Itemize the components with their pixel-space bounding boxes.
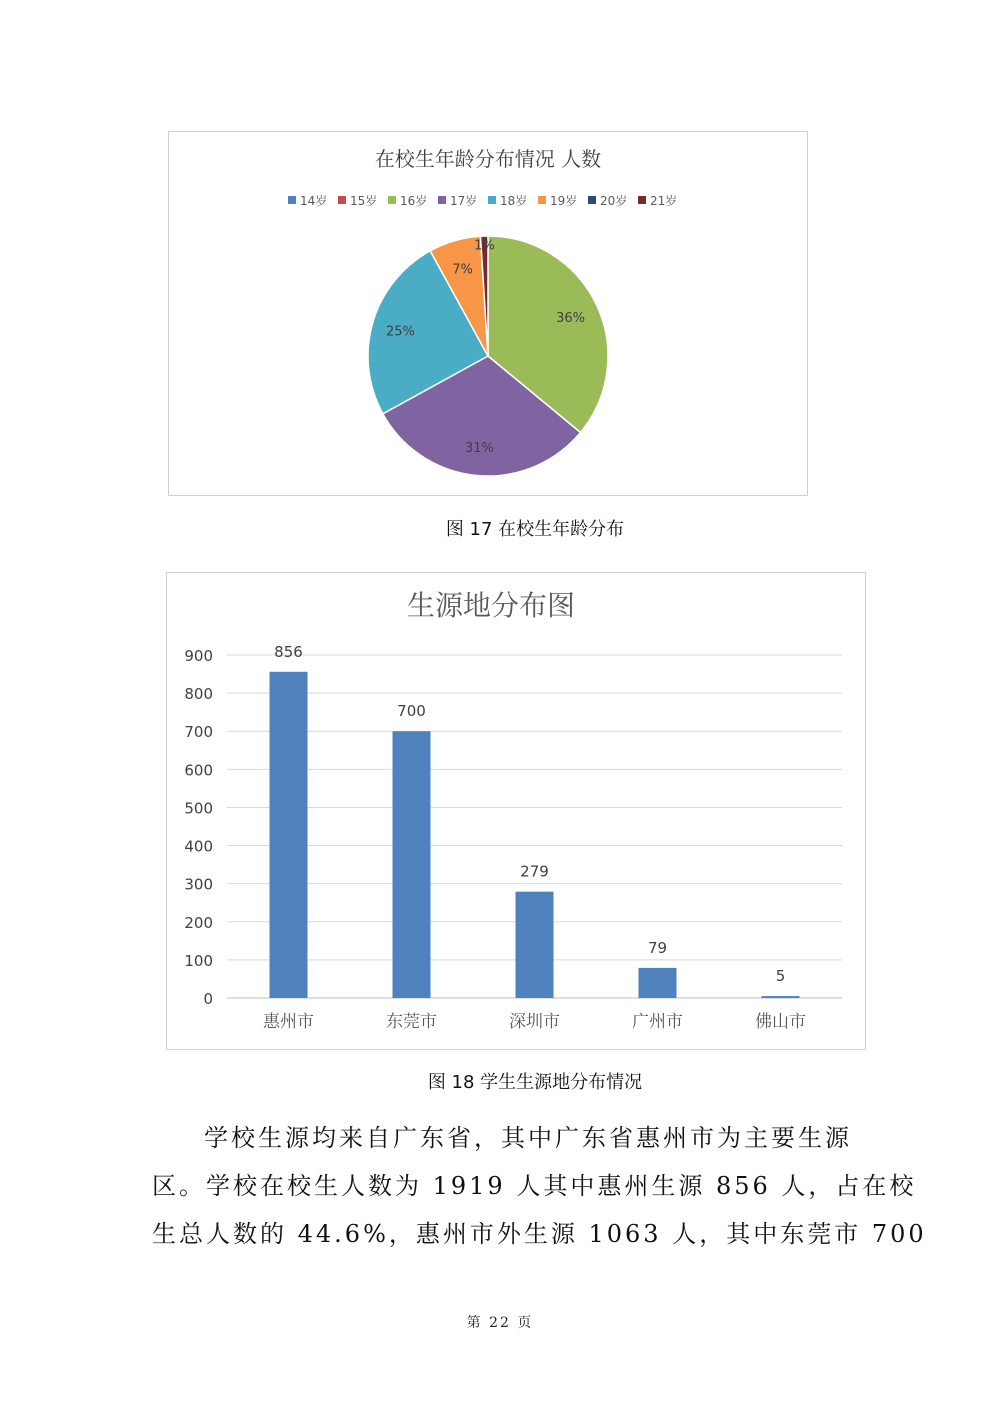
- body-text-line-2: 区。学校在校生人数为 1919 人其中惠州生源 856 人，占在校: [152, 1172, 917, 1200]
- x-tick-label: 惠州市: [263, 1012, 314, 1032]
- page-number: 第 22 页: [466, 1315, 534, 1331]
- legend-label: 16岁: [400, 194, 428, 208]
- legend-label: 20岁: [600, 194, 628, 208]
- body-text-line-3: 生总人数的 44.6%，惠州市外生源 1063 人，其中东莞市 700: [152, 1220, 927, 1248]
- bar-data-label: 856: [274, 642, 303, 661]
- x-tick-label: 东莞市: [386, 1012, 437, 1032]
- y-tick-label: 400: [184, 837, 213, 856]
- legend-swatch: [438, 196, 446, 204]
- y-tick-label: 500: [184, 799, 213, 818]
- y-tick-label: 800: [184, 685, 213, 704]
- origin-bar-svg: [167, 573, 865, 1049]
- legend-label: 19岁: [550, 194, 578, 208]
- y-tick-label: 200: [184, 913, 213, 932]
- pie-data-label: 25%: [385, 324, 415, 340]
- legend-swatch: [638, 196, 646, 204]
- body-text-line-1: 学校生源均来自广东省，其中广东省惠州市为主要生源: [204, 1124, 852, 1152]
- pie-legend: [288, 193, 677, 208]
- legend-swatch: [538, 196, 546, 204]
- legend-swatch: [338, 196, 346, 204]
- legend-swatch: [588, 196, 596, 204]
- figure-18-caption: 图 18 学生生源地分布情况: [427, 1072, 643, 1093]
- y-tick-label: 900: [184, 647, 213, 665]
- bar: [270, 672, 308, 998]
- legend-label: 14岁: [300, 194, 328, 208]
- pie-data-label: 31%: [464, 440, 494, 456]
- pie-data-label: 36%: [556, 311, 585, 327]
- legend-label: 15岁: [350, 194, 378, 208]
- bar-data-label: 79: [647, 938, 668, 957]
- y-tick-label: 0: [203, 990, 213, 1008]
- bar: [639, 968, 677, 998]
- pie-data-label: 1%: [474, 238, 495, 254]
- legend-swatch: [488, 196, 496, 204]
- x-tick-label: 广州市: [632, 1012, 683, 1032]
- origin-distribution-chart: [166, 572, 866, 1050]
- bar-title: 生源地分布图: [406, 589, 576, 622]
- bar-data-label: 700: [397, 702, 426, 721]
- x-tick-label: 佛山市: [755, 1012, 806, 1032]
- figure-17-caption: 图 17 在校生年龄分布: [445, 519, 625, 540]
- bar-data-label: 5: [775, 967, 786, 986]
- x-tick-label: 深圳市: [509, 1012, 560, 1032]
- legend-label: 17岁: [450, 194, 478, 208]
- pie-data-label: 7%: [452, 262, 473, 278]
- pie-title: 在校生年龄分布情况 人数: [374, 147, 602, 171]
- bar: [516, 892, 554, 998]
- age-distribution-chart: [168, 131, 808, 496]
- legend-swatch: [288, 196, 296, 204]
- age-pie-svg: [169, 132, 807, 495]
- legend-swatch: [388, 196, 396, 204]
- bar: [762, 996, 800, 998]
- y-tick-label: 700: [184, 723, 213, 742]
- legend-label: 18岁: [500, 194, 528, 208]
- y-tick-label: 300: [184, 875, 213, 894]
- bar-data-label: 279: [520, 862, 549, 881]
- y-tick-label: 100: [184, 951, 213, 970]
- y-tick-label: 600: [184, 761, 213, 780]
- legend-label: 21岁: [650, 194, 678, 208]
- bar: [393, 731, 431, 998]
